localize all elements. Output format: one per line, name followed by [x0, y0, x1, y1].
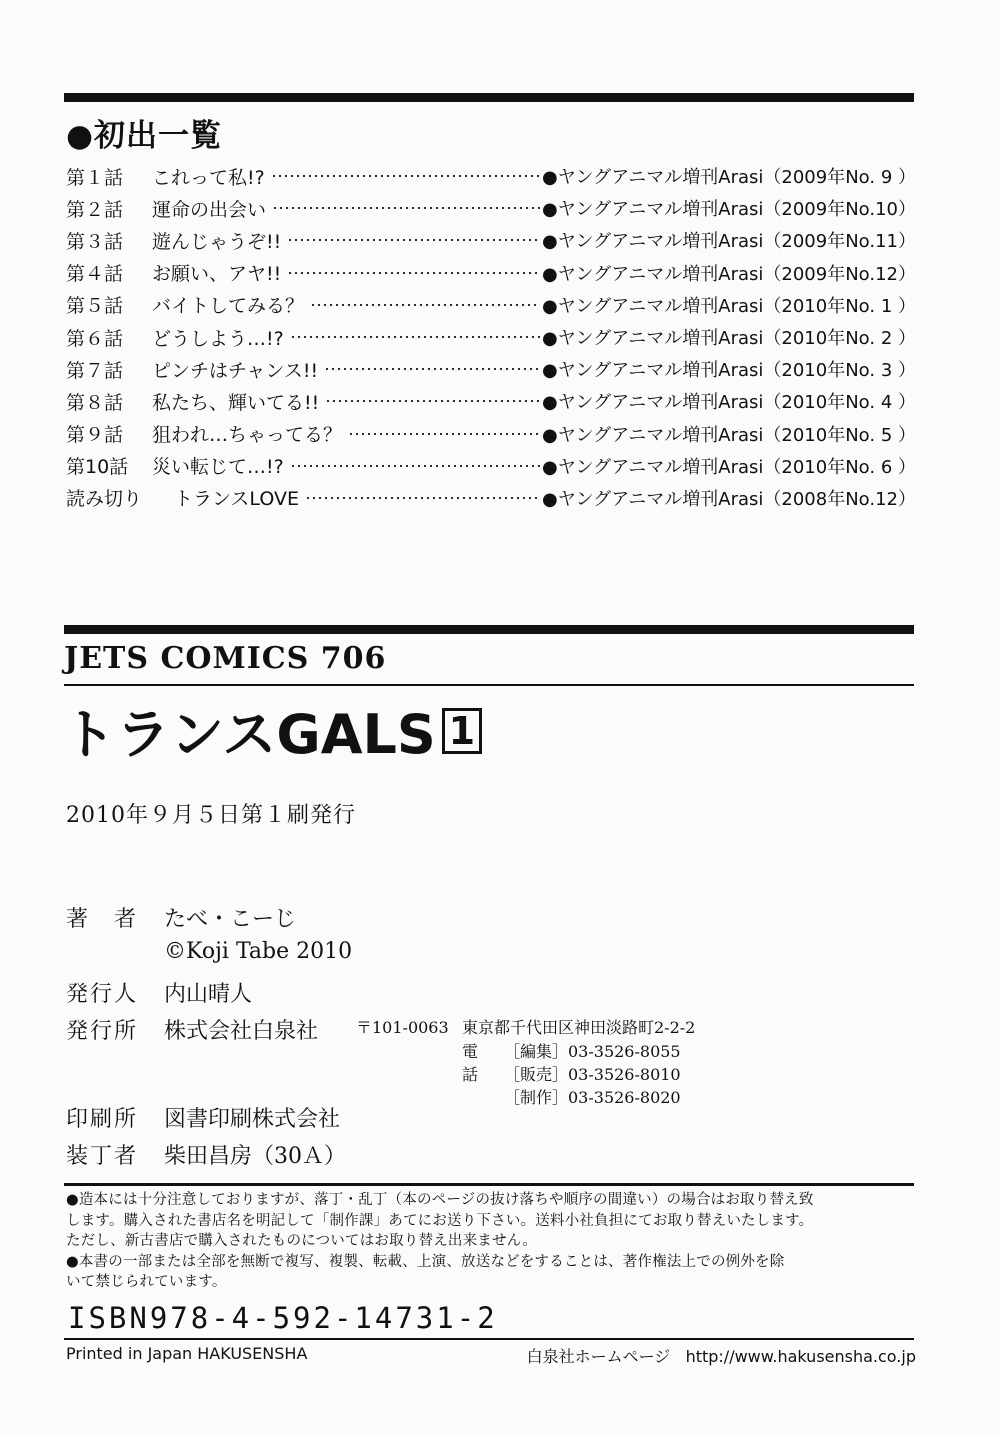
- toc-leader-dots: [348, 433, 540, 435]
- toc-source: ●ヤングアニマル増刊Arasi（2008年No.12）: [542, 488, 916, 510]
- designer-label: 装丁者: [66, 1144, 139, 1169]
- toc-source: ●ヤングアニマル増刊Arasi（2009年No.12）: [542, 263, 916, 285]
- notice-top-rule: [64, 1183, 914, 1186]
- toc-chapter-number: 第７話: [66, 359, 124, 382]
- publisher-person: 内山晴人: [164, 982, 253, 1007]
- toc-row: [66, 450, 916, 482]
- toc-source: ●ヤングアニマル増刊Arasi（2010年No. 3 ）: [542, 360, 916, 382]
- toc-source: ●ヤングアニマル増刊Arasi（2010年No. 5 ）: [542, 424, 916, 446]
- tel-editorial: ［編集］03-3526-8055: [504, 1042, 681, 1061]
- toc-source: ●ヤングアニマル増刊Arasi（2010年No. 6 ）: [542, 456, 916, 478]
- notice-line: ●本書の一部または全部を無断で複写、複製、転載、上演、放送などをすることは、著作権法上での例外を除: [66, 1253, 785, 1270]
- toc-leader-dots: [287, 239, 540, 241]
- tel-label: 電話: [462, 1042, 479, 1084]
- notice-line: ●造本には十分注意しておりますが、落丁・乱丁（本のページの抜け落ちや順序の間違い）の場合はお取り替え致: [66, 1192, 814, 1208]
- toc-leader-dots: [325, 400, 540, 402]
- toc-chapter-title: バイトしてみる？: [152, 295, 305, 318]
- isbn: ISBN978-4-592-14731-2: [68, 1301, 498, 1335]
- series-rule: [64, 684, 914, 686]
- toc-chapter-number: 第６話: [66, 327, 124, 350]
- toc-chapter-number: 第９話: [66, 424, 124, 447]
- toc-source: ●ヤングアニマル増刊Arasi（2009年No.11）: [542, 231, 916, 253]
- toc-source: ●ヤングアニマル増刊Arasi（2009年No.10）: [542, 199, 916, 221]
- notice-line: いて禁じられています。: [66, 1274, 227, 1291]
- homepage-url[interactable]: http://www.hakusensha.co.jp: [685, 1347, 916, 1366]
- toc-chapter-title: ピンチはチャンス!!: [152, 359, 319, 382]
- toc-chapter-number: 第２話: [66, 198, 124, 221]
- toc-chapter-title: どうしよう…!?: [152, 327, 284, 350]
- toc-leader-dots: [305, 497, 540, 499]
- isbn-rule: [64, 1338, 914, 1340]
- publication-date: 2010年９月５日第１刷発行: [66, 803, 356, 828]
- toc-leader-dots: [271, 175, 540, 177]
- toc-chapter-number: 第８話: [66, 391, 124, 414]
- section-title: ●初出一覧: [66, 118, 223, 154]
- toc-row: [66, 224, 916, 256]
- toc-chapter-title: 災い転じて…!?: [152, 456, 284, 479]
- toc-chapter-number: 第５話: [66, 295, 124, 318]
- toc-chapter-number: 第４話: [66, 263, 124, 286]
- toc-row: [66, 353, 916, 385]
- address: 東京都千代田区神田淡路町2-2-2: [462, 1018, 696, 1037]
- toc-leader-dots: [324, 368, 540, 370]
- toc-source: ●ヤングアニマル増刊Arasi（2010年No. 1 ）: [542, 295, 916, 317]
- toc-leader-dots: [272, 207, 540, 209]
- toc-chapter-title: 狙われ…ちゃってる？: [152, 424, 343, 447]
- toc-leader-dots: [310, 304, 540, 306]
- printed-in: Printed in Japan HAKUSENSHA: [66, 1344, 308, 1363]
- printer-name: 図書印刷株式会社: [164, 1107, 341, 1132]
- toc-row: [66, 160, 916, 192]
- toc-leader-dots: [290, 465, 540, 467]
- publisher-name: 株式会社白泉社: [164, 1019, 319, 1044]
- volume-number: 1: [442, 708, 482, 754]
- toc-source: ●ヤングアニマル増刊Arasi（2009年No. 9 ）: [542, 167, 916, 189]
- tel-production: ［制作］03-3526-8020: [504, 1088, 681, 1107]
- toc-row: [66, 321, 916, 353]
- toc-chapter-title: 私たち、輝いてる!!: [152, 391, 320, 414]
- toc-chapter-title: トランスLOVE: [174, 488, 299, 511]
- tel-sales: ［販売］03-3526-8010: [504, 1065, 681, 1084]
- toc-chapter-title: これって私!?: [152, 166, 265, 189]
- toc-leader-dots: [287, 272, 540, 274]
- top-rule: [64, 93, 914, 102]
- toc-row: [66, 418, 916, 450]
- printer-label: 印刷所: [66, 1107, 139, 1132]
- book-title: [62, 692, 482, 769]
- publisher-person-label: 発行人: [66, 982, 139, 1007]
- toc-row: [66, 482, 916, 514]
- notice-text: [66, 1190, 922, 1293]
- middle-rule: [64, 625, 914, 634]
- toc-chapter-number: 第３話: [66, 230, 124, 253]
- toc-chapter-title: 遊んじゃうぞ!!: [152, 230, 282, 253]
- toc-chapter-number: 第１話: [66, 166, 124, 189]
- homepage-label: 白泉社ホームページ: [526, 1347, 671, 1366]
- toc-chapter-title: 運命の出会い: [152, 198, 267, 221]
- series-name: JETS COMICS 706: [64, 641, 387, 676]
- copyright: ©Koji Tabe 2010: [164, 939, 353, 964]
- toc-source: ●ヤングアニマル増刊Arasi（2010年No. 4 ）: [542, 392, 916, 414]
- homepage: [527, 1344, 916, 1367]
- toc-row: [66, 192, 916, 224]
- toc-row: [66, 289, 916, 321]
- designer-name: 柴田昌房（30Ａ）: [164, 1144, 346, 1169]
- toc-list: [66, 160, 916, 514]
- toc-row: [66, 385, 916, 417]
- toc-chapter-title: お願い、アヤ!!: [152, 263, 282, 286]
- toc-chapter-number: 読み切り: [66, 488, 143, 511]
- postal-code: 〒101-0063: [356, 1018, 449, 1037]
- toc-row: [66, 257, 916, 289]
- author-name: たべ・こーじ: [164, 907, 297, 932]
- toc-chapter-number: 第10話: [66, 456, 129, 479]
- notice-line: します。購入された書店名を明記して「制作課」あてにお送り下さい。送料小社負担にてお取り替えいたします。: [66, 1212, 814, 1229]
- book-title-text: トランスGALS: [62, 703, 436, 766]
- notice-line: ただし、新古書店で購入されたものについてはお取り替え出来ません。: [66, 1233, 537, 1250]
- toc-leader-dots: [290, 336, 540, 338]
- toc-source: ●ヤングアニマル増刊Arasi（2010年No. 2 ）: [542, 328, 916, 350]
- author-label: 著 者: [66, 907, 139, 932]
- publisher-label: 発行所: [66, 1019, 139, 1044]
